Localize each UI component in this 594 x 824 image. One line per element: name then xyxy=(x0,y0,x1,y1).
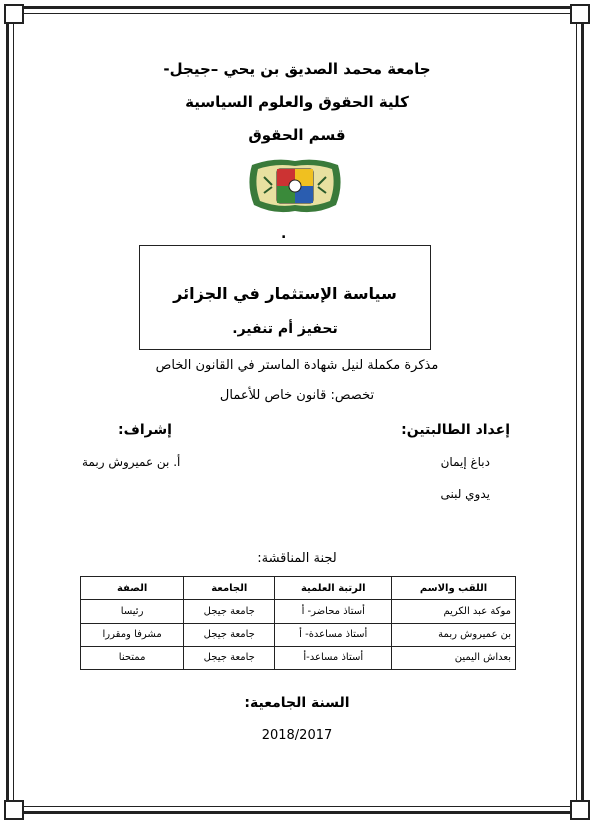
header-name: اللقب والاسم xyxy=(392,577,516,600)
students-label: إعداد الطالبتين: xyxy=(401,422,510,438)
academic-year-label: السنة الجامعية: xyxy=(244,695,350,711)
member-name: موكة عبد الكريم xyxy=(392,600,516,623)
academic-year-value: 2018/2017 xyxy=(261,728,333,743)
corner-ornament-top-right xyxy=(570,4,590,24)
member-rank: أستاذ محاضر- أ xyxy=(275,600,392,623)
corner-ornament-bottom-right xyxy=(570,800,590,820)
thesis-description: مذكرة مكملة لنيل شهادة الماستر في القانون الخاص xyxy=(155,358,439,373)
decorative-dot: . xyxy=(281,226,287,242)
member-role: ممتحنا xyxy=(81,646,184,669)
member-university: جامعة جيجل xyxy=(184,600,275,623)
header-role: الصفة xyxy=(81,577,184,600)
table-row xyxy=(81,623,516,646)
thesis-subtitle: تحفيز أم تنفير. xyxy=(232,321,338,337)
member-rank: أستاذ مساعد-أ xyxy=(275,646,392,669)
faculty-name: كلية الحقوق والعلوم السياسية xyxy=(185,93,409,111)
student-name-2: يدوي لبنى xyxy=(440,487,490,501)
university-emblem-icon xyxy=(244,155,346,215)
university-name: جامعة محمد الصديق بن يحي –جيجل- xyxy=(163,60,431,78)
supervisor-label: إشراف: xyxy=(118,422,172,438)
table-header-row xyxy=(81,577,516,600)
corner-ornament-bottom-left xyxy=(4,800,24,820)
student-name-1: دباغ إيمان xyxy=(440,455,490,469)
member-university: جامعة جيجل xyxy=(184,623,275,646)
corner-ornament-top-left xyxy=(4,4,24,24)
member-name: بن عميروش ربمة xyxy=(392,623,516,646)
supervisor-name: أ. بن عميروش ربمة xyxy=(82,455,181,469)
member-name: بعداش اليمين xyxy=(392,646,516,669)
header-university: الجامعة xyxy=(184,577,275,600)
member-role: مشرفا ومقررا xyxy=(81,623,184,646)
specialty: تخصص: قانون خاص للأعمال xyxy=(219,388,375,403)
header-rank: الرتبة العلمية xyxy=(275,577,392,600)
member-university: جامعة جيجل xyxy=(184,646,275,669)
committee-label: لجنة المناقشة: xyxy=(257,551,337,566)
committee-table xyxy=(80,576,516,670)
member-role: رئيسا xyxy=(81,600,184,623)
department-name: قسم الحقوق xyxy=(248,126,346,144)
member-rank: أستاذ مساعدة- أ xyxy=(275,623,392,646)
table-row xyxy=(81,646,516,669)
thesis-title: سياسة الإستثمار في الجزائر xyxy=(173,284,397,303)
table-row xyxy=(81,600,516,623)
